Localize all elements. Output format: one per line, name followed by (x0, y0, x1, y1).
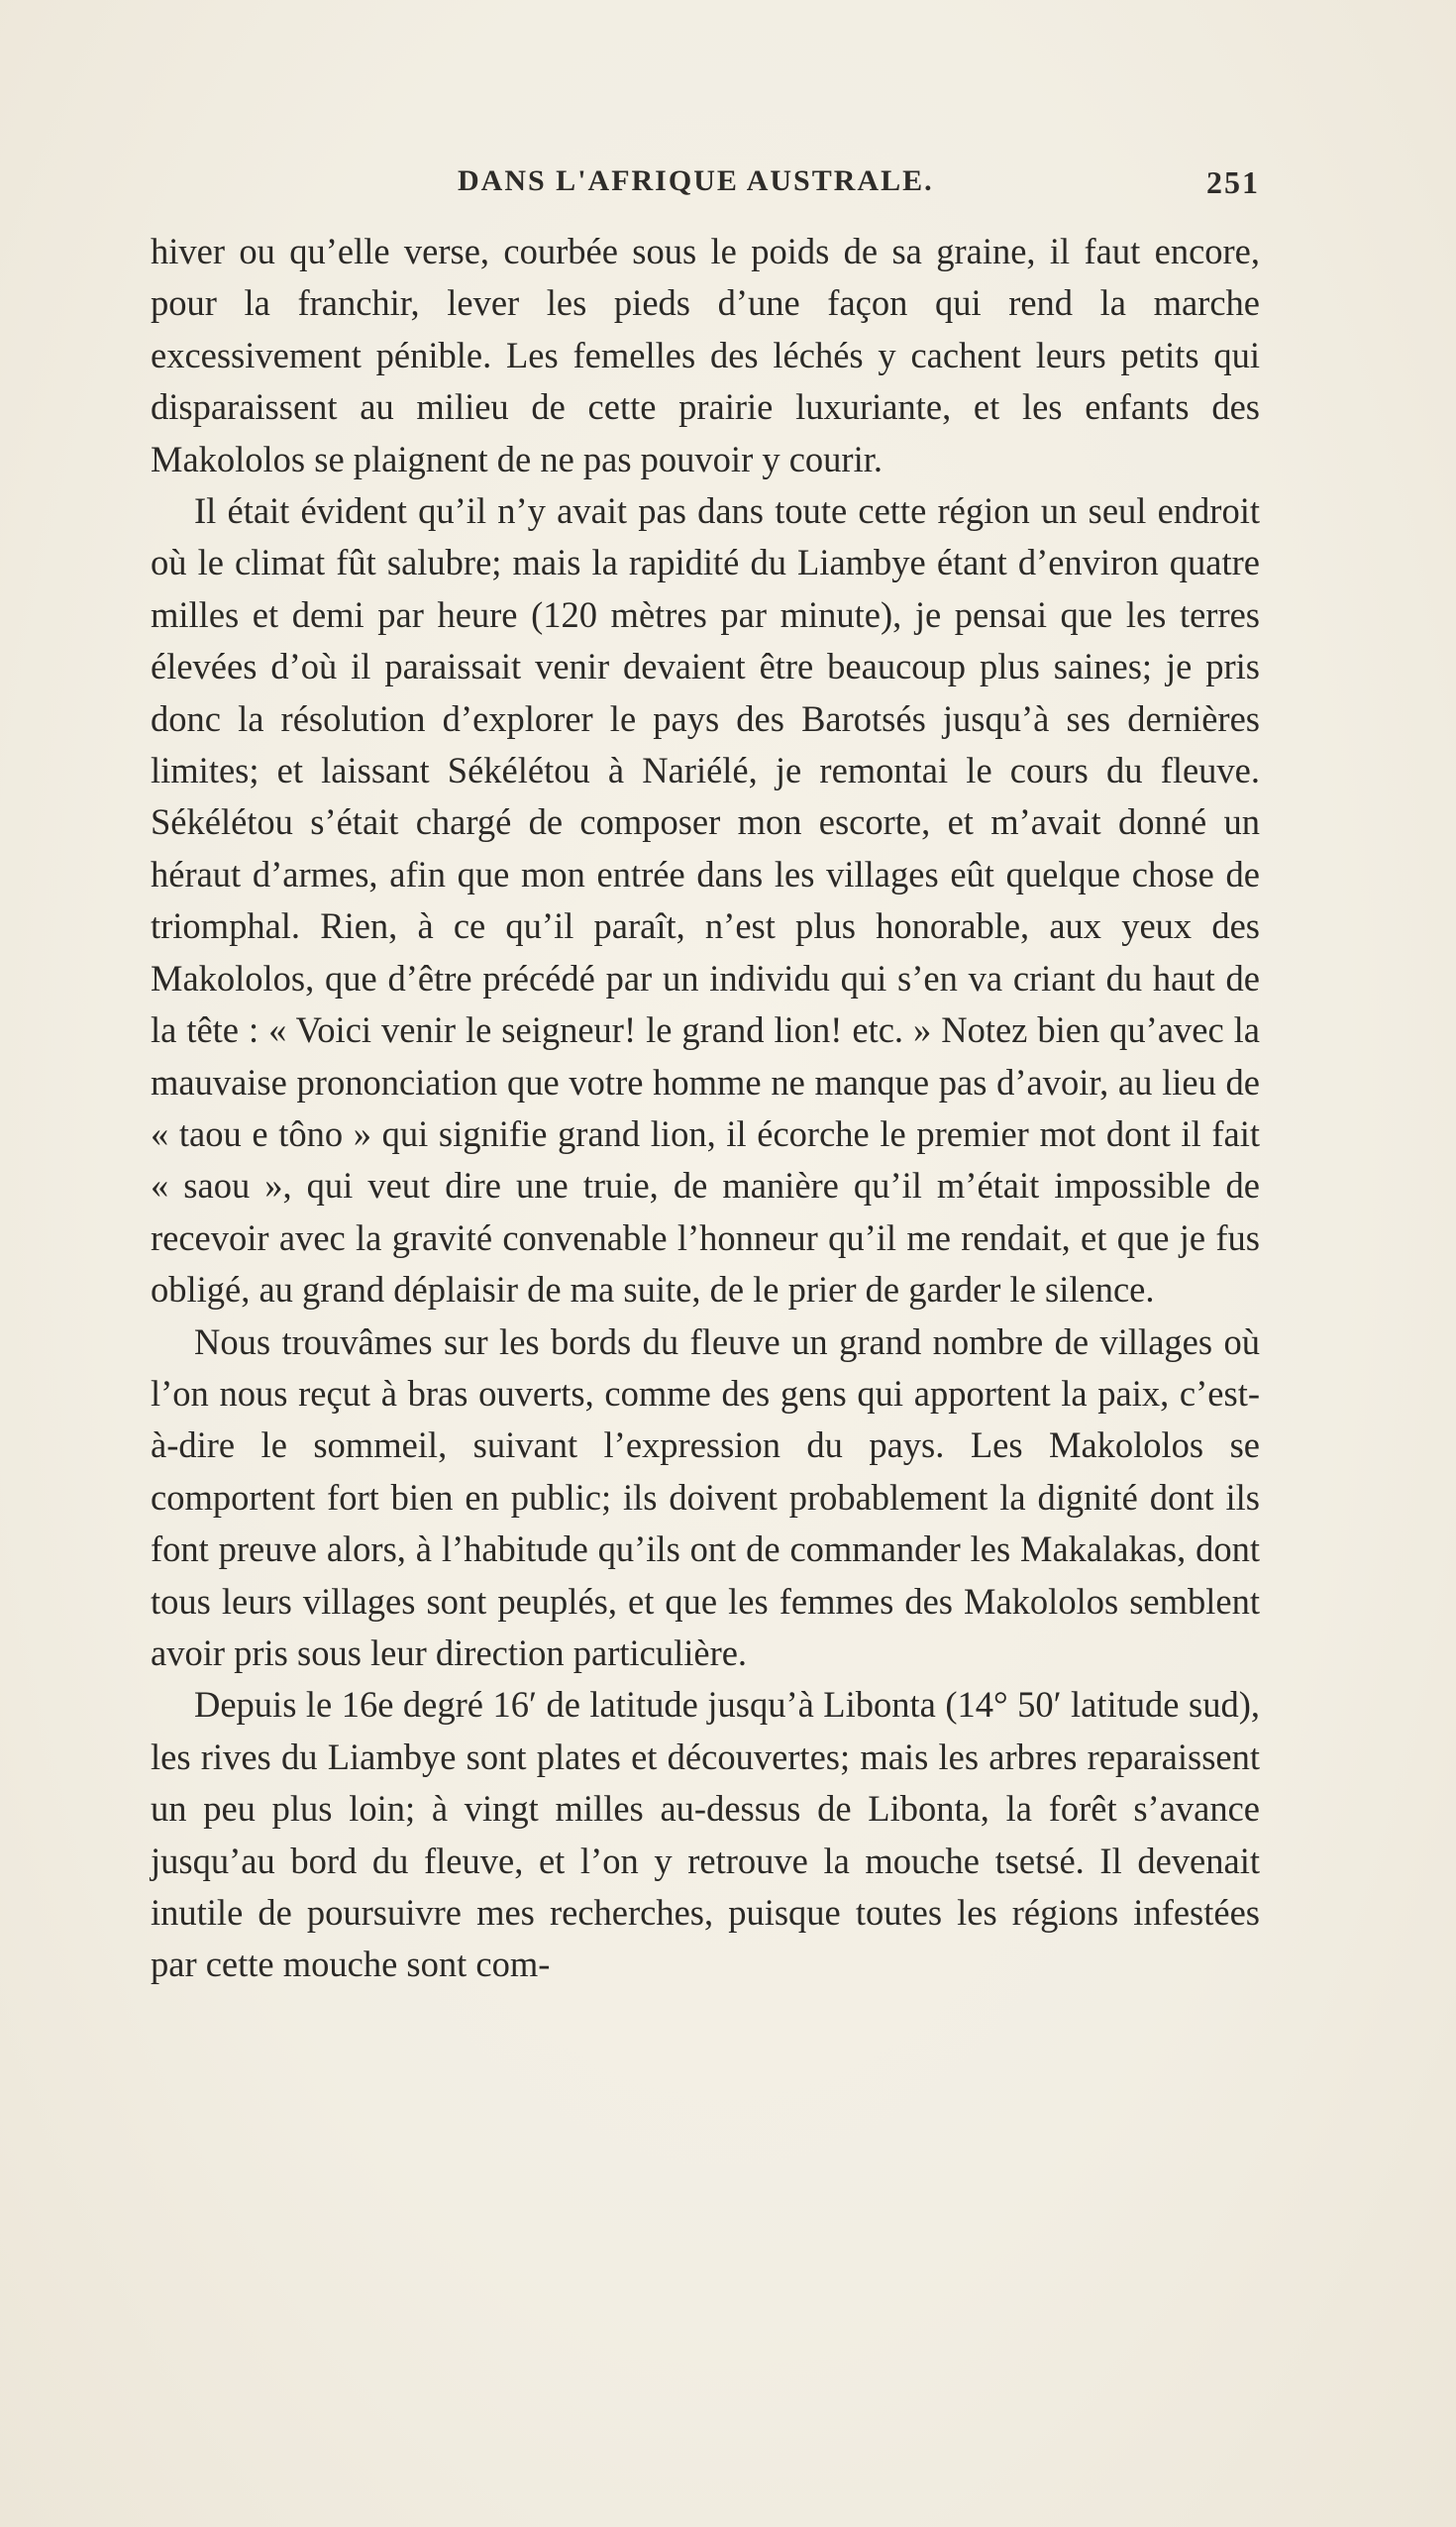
paragraph-continuation: hiver ou qu’elle verse, courbée sous le poids de sa graine, il faut encore, pour la franchir, lever les pieds d’une façon qui rend la marche excessivement pénible. Les femelles des léchés y cachent leurs petits qui disparaissent au milieu de cette prairie luxuriante, et les enfants des Makololos se plaignent de ne pas pouvoir y courir. (151, 231, 1260, 479)
paragraph: Il était évident qu’il n’y avait pas dans toute cette région un seul endroit où le climat fût salubre; mais la rapidité du Liambye étant d’environ quatre milles et demi par heure (120 mètres par minute), je pensai que les terres élevées d’où il paraissait venir devaient être beaucoup plus saines; je pris donc la résolution d’explorer le pays des Barotsés jusqu’à ses dernières limites; et laissant Sékélétou à Nariélé, je remontai le cours du fleuve. Sékélétou s’était chargé de composer mon escorte, et m’avait donné un héraut d’armes, afin que mon entrée dans les villages eût quelque chose de triomphal. Rien, à ce qu’il paraît, n’est plus honorable, aux yeux des Makololos, que d’être précédé par un individu qui s’en va criant du haut de la tête : « Voici venir le seigneur! le grand lion! etc. » Notez bien qu’avec la mauvaise prononciation que votre homme ne manque pas d’avoir, au lieu de « taou e tôno » qui signifie grand lion, il écorche le premier mot dont il fait « saou », qui veut dire une truie, de manière qu’il m’était impossible de recevoir avec la gravité convenable l’honneur qu’il me rendait, et que je fus obligé, au grand déplaisir de ma suite, de le prier de garder le silence. (151, 490, 1260, 1311)
paragraph: Depuis le 16e degré 16′ de latitude jusqu’à Libonta (14° 50′ latitude sud), les rives du Liambye sont plates et découvertes; mais les arbres reparaissent un peu plus loin; à vingt milles au-dessus de Libonta, la forêt s’avance jusqu’au bord du fleuve, et l’on y retrouve la mouche tsetsé. Il devenait inutile de poursuivre mes recherches, puisque toutes les régions infestées par cette mouche sont com- (151, 1684, 1260, 1985)
page-header (151, 164, 1260, 208)
running-head: DANS L'AFRIQUE AUSTRALE. (458, 164, 934, 197)
page-number: 251 (1206, 164, 1260, 200)
paragraph: Nous trouvâmes sur les bords du fleuve un grand nombre de villages où l’on nous reçut à bras ouverts, comme des gens qui apportent la paix, c’est-à-dire le sommeil, suivant l’expression du pays. Les Makololos se comportent fort bien en public; ils doivent probablement la dignité dont ils font preuve alors, à l’habitude qu’ils ont de commander les Makalakas, dont tous leurs villages sont peuplés, et que les femmes des Makololos semblent avoir pris sous leur direction particulière. (151, 1320, 1260, 1673)
body-text (151, 226, 1260, 1991)
